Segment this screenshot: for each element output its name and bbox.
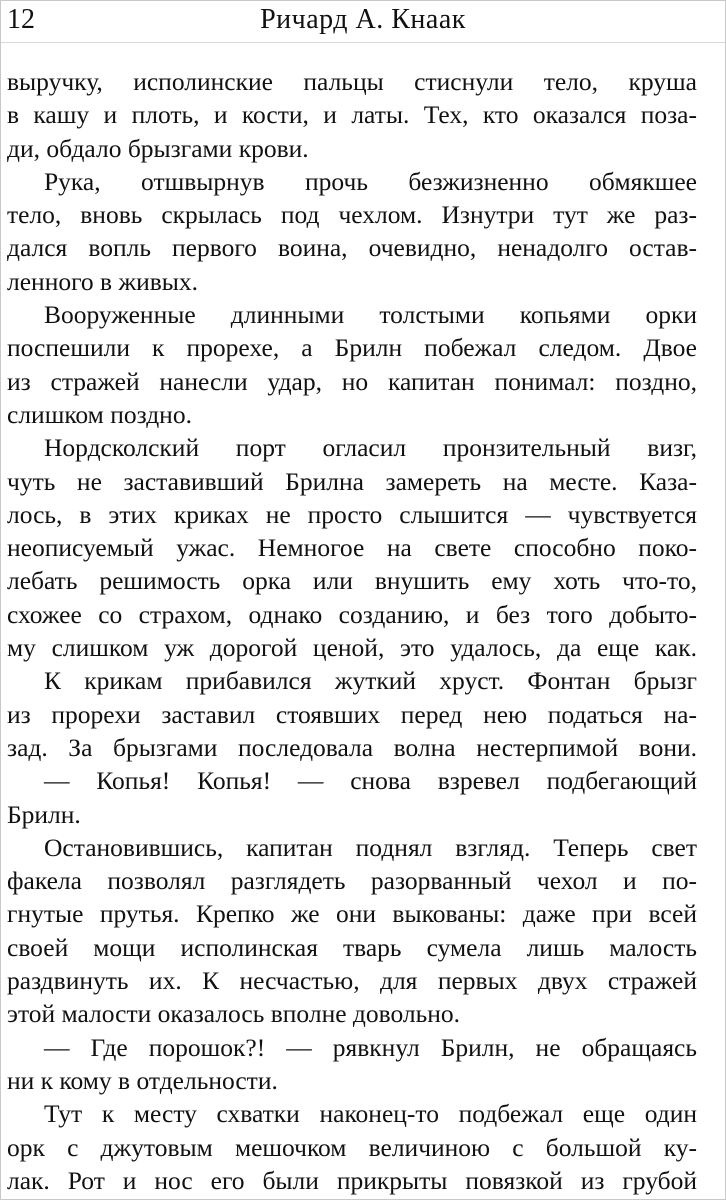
text-line: из стражей нанесли удар, но капитан понимал: поздно, xyxy=(7,366,697,396)
text-line: выручку, исполинские пальцы стиснули тело, круша xyxy=(7,67,697,96)
text-line: своей мощи исполинская тварь сумела лишь малость xyxy=(7,932,697,962)
text-line: Рука, отшвырнув прочь безжизненно обмякшее xyxy=(44,166,697,196)
text-line: чуть не заставивший Брилна замереть на месте. Каза- xyxy=(7,466,697,496)
text-line: Остановившись, капитан поднял взгляд. Теперь свет xyxy=(44,832,697,862)
text-line: в кашу и плоть, и кости, и латы. Тех, кто оказался поза- xyxy=(7,100,697,130)
text-line: Нордсколский порт огласил пронзительный визг, xyxy=(44,433,697,463)
text-line: лось, в этих криках не просто слышится — чувствуется xyxy=(7,499,697,529)
text-line: раздвинуть их. К несчастью, для первых двух стражей xyxy=(7,966,697,996)
text-line: неописуемый ужас. Немногое на свете способно поко- xyxy=(7,533,697,563)
text-line: Брилн. xyxy=(7,799,81,829)
text-line: поспешили к прорехе, а Брилн побежал следом. Двое xyxy=(7,333,697,363)
text-line: — Где порошок?! — рявкнул Брилн, не обращаясь xyxy=(44,1032,697,1062)
text-line: этой малости оказалось вполне довольно. xyxy=(7,999,461,1029)
text-line: орк с джутовым мешочком величиною с большой ку- xyxy=(7,1132,697,1162)
text-line: К крикам прибавился жуткий хруст. Фонтан брызг xyxy=(44,666,697,696)
text-line: схожее со страхом, однако созданию, и без того добыто- xyxy=(7,599,697,629)
text-line: из прорехи заставил стоявших перед нею податься на- xyxy=(7,699,697,729)
text-line: ленного в живых. xyxy=(7,266,199,296)
header-divider xyxy=(1,42,725,43)
text-line: лак. Рот и нос его были прикрыты повязкой из грубой xyxy=(7,1165,697,1195)
text-line: слишком поздно. xyxy=(7,399,192,429)
body-text xyxy=(7,65,697,1197)
text-line: му слишком уж дорогой ценой, это удалось, да еще как. xyxy=(7,633,697,663)
text-line: факела позволял разглядеть разорванный чехол и по- xyxy=(7,866,697,896)
page-number: 12 xyxy=(7,4,35,35)
text-line: Тут к месту схватки наконец-то подбежал еще один xyxy=(44,1099,697,1129)
text-line: лебать решимость орка или внушить ему хоть что-то, xyxy=(7,566,697,596)
text-line: дался вопль первого воина, очевидно, ненадолго остав- xyxy=(7,233,697,263)
text-line: Вооруженные длинными толстыми копьями орки xyxy=(44,300,697,330)
text-line: тело, вновь скрылась под чехлом. Изнутри тут же раз- xyxy=(7,200,697,230)
text-line: — Копья! Копья! — снова взревел подбегающий xyxy=(44,766,697,796)
text-line: ни к кому в отдельности. xyxy=(7,1065,278,1095)
running-title: Ричард А. Кнаак xyxy=(260,4,466,35)
text-line: ди, обдало брызгами крови. xyxy=(7,133,309,163)
page-header xyxy=(1,1,725,41)
text-line: гнутые прутья. Крепко же они выкованы: даже при всей xyxy=(7,899,697,929)
text-line: зад. За брызгами последовала волна нестерпимой вони. xyxy=(7,732,697,762)
